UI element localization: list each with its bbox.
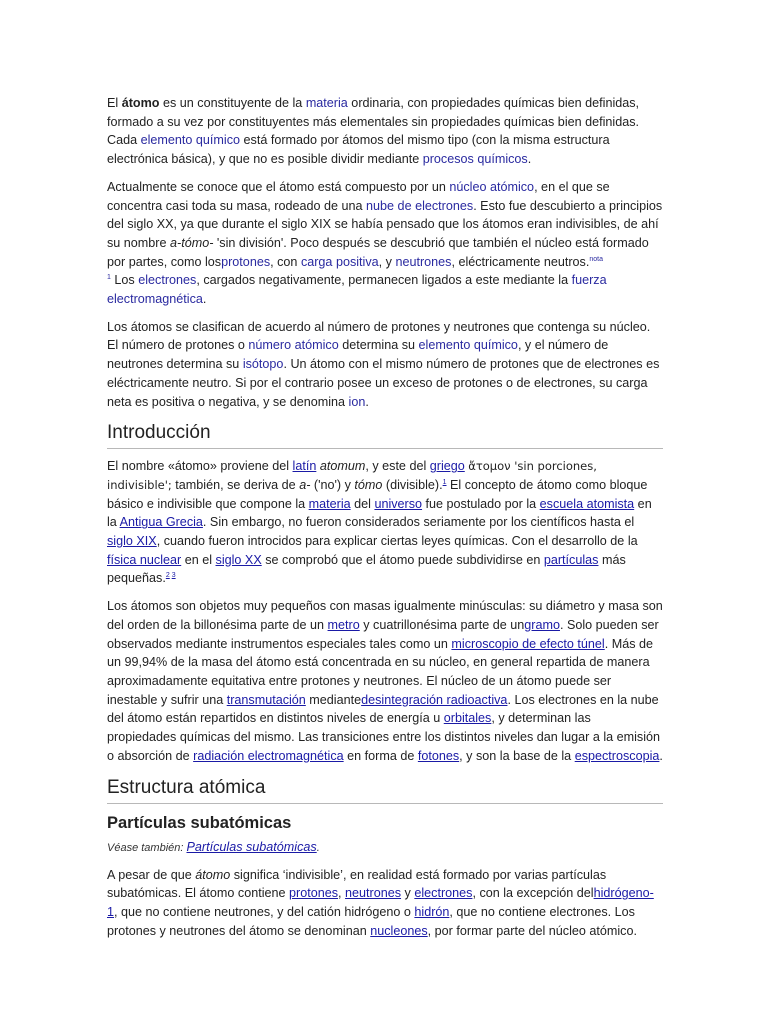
text: (divisible).: [382, 477, 443, 492]
text: en la: [107, 496, 652, 530]
text: .: [659, 748, 663, 763]
link-hidrogeno-1[interactable]: hidrógeno-1: [107, 886, 654, 919]
text: Los átomos son objetos muy pequeños con masas igualmente minúsculas: su diámetro y masa son del orden de la billonésima parte de un: [107, 599, 663, 632]
text: , en el que se concentra casi toda su masa, rodeado de una: [107, 179, 610, 213]
article-body: [107, 94, 663, 949]
text: , que no contiene electrones. Los protones y neutrones del átomo se denominan: [107, 904, 635, 938]
link-griego[interactable]: griego: [429, 459, 465, 474]
see-also-label: Véase también:: [107, 841, 187, 854]
link-ion[interactable]: ion: [348, 394, 366, 409]
link-universo[interactable]: universo: [374, 496, 423, 511]
text: , y el número de neutrones determina su: [107, 338, 609, 372]
text: Los: [110, 273, 139, 288]
term-tomo: tómo: [354, 477, 383, 492]
text: mediante: [305, 692, 362, 707]
link-radiacion-electromagnetica[interactable]: radiación electromagnética: [193, 748, 344, 763]
link-protones[interactable]: protones: [221, 254, 271, 269]
text: más pequeñas.: [107, 552, 626, 586]
link-fuerza-electromagnetica[interactable]: fuerza electromagnética: [107, 273, 607, 307]
text: .: [527, 152, 532, 167]
link-protones[interactable]: protones: [289, 886, 339, 901]
paragraph-etymology: [107, 457, 663, 588]
text: es un constituyente de la: [159, 96, 306, 110]
heading-estructura-atomica: Estructura atómica: [107, 776, 663, 804]
text: ('no') y: [310, 477, 355, 492]
text: El concepto de átomo como bloque básico e indivisible que compone la: [107, 477, 648, 511]
link-elemento-quimico[interactable]: elemento químico: [418, 338, 518, 353]
term-a: a-: [299, 477, 311, 492]
text: . Más de un 99,94% de la masa del átomo está concentrada en su núcleo, en general repartida de manera aproximadamente equitativa entre protones y neutrones. El núcleo de un átomo puede ser inestable y sufrir una: [107, 636, 654, 707]
text: se comprobó que el átomo puede subdividirse en: [261, 552, 544, 567]
paragraph-size: [107, 597, 663, 765]
link-electrones[interactable]: electrones: [414, 886, 473, 901]
text: ordinaria, con propiedades químicas bien definidas, formado a su vez por constituyentes más elementales sin propiedades químicas bien definidas. Cada: [107, 96, 640, 148]
text: y: [401, 886, 415, 901]
link-microscopio-de-efecto-tunel[interactable]: microscopio de efecto túnel: [451, 636, 605, 651]
text: , y son la base de la: [459, 748, 575, 763]
text: .: [202, 292, 207, 307]
see-also-note: [107, 840, 663, 854]
link-particulas-subatomicas[interactable]: Partículas subatómicas: [186, 839, 317, 854]
footnote-ref-1[interactable]: 1: [442, 478, 447, 486]
text: , por formar parte del núcleo atómico.: [427, 923, 637, 938]
text: .: [316, 841, 320, 854]
link-siglo-xx[interactable]: siglo XX: [215, 552, 262, 567]
link-particulas[interactable]: partículas: [543, 552, 599, 567]
text: El nombre «átomo» proviene del: [107, 459, 293, 474]
link-carga-positiva[interactable]: carga positiva: [300, 254, 379, 269]
text: , que no contiene neutrones, y del catión hidrógeno o: [114, 904, 415, 919]
link-fotones[interactable]: fotones: [417, 748, 460, 763]
text: . Los electrones en la nube del átomo están repartidos en distintos niveles de energía u: [107, 692, 659, 726]
text: en el: [181, 552, 216, 567]
text: El: [107, 96, 122, 110]
footnote-ref-1[interactable]: 1: [107, 274, 111, 282]
text: , y determinan las propiedades químicas del mismo. Las transiciones entre los distintos niveles dan lugar a la emisión o absorción de: [107, 711, 661, 763]
text: .: [365, 394, 369, 409]
link-fisica-nuclear[interactable]: física nuclear: [107, 552, 182, 567]
term-atomum: atomum: [319, 459, 366, 474]
link-transmutacion[interactable]: transmutación: [226, 692, 306, 707]
link-siglo-xix[interactable]: siglo XIX: [107, 534, 157, 549]
link-antigua-grecia[interactable]: Antigua Grecia: [119, 515, 203, 530]
text: , y: [378, 254, 396, 269]
text: ,: [338, 886, 346, 901]
text: , eléctricamente neutros.: [451, 254, 590, 269]
link-nube-de-electrones[interactable]: nube de electrones: [366, 198, 474, 213]
text: significa ‘indivisible’, en realidad está formado por varias partículas subatómicas. El átomo contiene: [107, 867, 607, 901]
text: está formado por átomos del mismo tipo (con la misma estructura electrónica básica), y que no es posible dividir mediante: [107, 133, 610, 167]
text: también, se deriva de: [171, 477, 300, 492]
paragraph-subatomic: [107, 866, 663, 941]
text: y cuatrillonésima parte de un: [359, 617, 525, 632]
text: Los átomos se clasifican de acuerdo al número de protones y neutrones que contenga su núcleo. El número de protones o: [107, 319, 651, 353]
link-espectroscopia[interactable]: espectroscopia: [574, 748, 660, 763]
footnote-nota[interactable]: nota: [589, 255, 603, 263]
link-elemento-quimico[interactable]: elemento químico: [140, 133, 241, 148]
term-atomo: átomo: [121, 96, 160, 110]
link-electrones[interactable]: electrones: [138, 273, 197, 288]
footnote-ref-2[interactable]: 2: [165, 572, 170, 580]
text: . Solo pueden ser observados mediante instrumentos especiales tales como un: [107, 617, 659, 651]
link-gramo[interactable]: gramo: [524, 617, 560, 632]
link-hidron[interactable]: hidrón: [414, 904, 450, 919]
link-escuela-atomista[interactable]: escuela atomista: [539, 496, 635, 511]
link-neutrones[interactable]: neutrones: [395, 254, 452, 269]
text: . Un átomo con el mismo número de protones que de electrones es eléctricamente neutro. Si por el contrario posee un exceso de protones o de electrones, su carga neta es positiva o negativa, y se denomina: [107, 357, 660, 409]
link-materia[interactable]: materia: [308, 496, 351, 511]
text: . Esto fue descubierto a principios del siglo XX, ya que durante el siglo XIX se había pensado que los átomos eran indivisibles, de ahí su nombre: [107, 198, 663, 250]
link-nucleo-atomico[interactable]: núcleo atómico: [449, 179, 535, 194]
text: , cargados negativamente, permanecen ligados a este mediante la: [196, 273, 572, 288]
text: en forma de: [343, 748, 418, 763]
link-metro[interactable]: metro: [327, 617, 360, 632]
text: A pesar de que: [107, 867, 196, 882]
paragraph-classification: [107, 318, 663, 412]
term-atomo: átomo: [195, 867, 231, 882]
heading-particulas-subatomicas: Partículas subatómicas: [107, 813, 292, 832]
link-materia[interactable]: materia: [305, 96, 348, 110]
link-nucleones[interactable]: nucleones: [370, 923, 428, 938]
text: del: [350, 496, 375, 511]
text: , con: [270, 254, 301, 269]
paragraph-definition: [107, 94, 663, 169]
text: 'sin división'. Poco después se descubrió que también el núcleo está formado por partes, como los: [107, 235, 649, 269]
link-desintegracion-radioactiva[interactable]: desintegración radioactiva: [361, 692, 508, 707]
link-numero-atomico[interactable]: número atómico: [248, 338, 339, 353]
heading-introduccion: Introducción: [107, 421, 663, 449]
footnote-ref-3[interactable]: 3: [171, 572, 176, 580]
text: Actualmente se conoce que el átomo está compuesto por un: [107, 179, 450, 194]
link-orbitales[interactable]: orbitales: [443, 711, 492, 726]
text: , cuando fueron introcidos para explicar ciertas leyes químicas. Con el desarrollo de la: [156, 534, 638, 549]
text: determina su: [338, 338, 419, 353]
link-neutrones[interactable]: neutrones: [345, 886, 402, 901]
link-procesos-quimicos[interactable]: procesos químicos: [422, 152, 528, 167]
greek-term: ἄτομον 'sin porciones, indivisible';: [107, 459, 597, 492]
paragraph-composition: [107, 178, 663, 309]
text: fue postulado por la: [422, 496, 540, 511]
term-a-tomo: a-tómo-: [170, 235, 214, 250]
text: . Sin embargo, no fueron considerados seriamente por los científicos hasta el: [202, 515, 635, 530]
text: , con la excepción del: [472, 886, 594, 901]
link-isotopo[interactable]: isótopo: [242, 357, 284, 372]
link-latin[interactable]: latín: [292, 459, 317, 474]
text: , y este del: [365, 459, 430, 474]
